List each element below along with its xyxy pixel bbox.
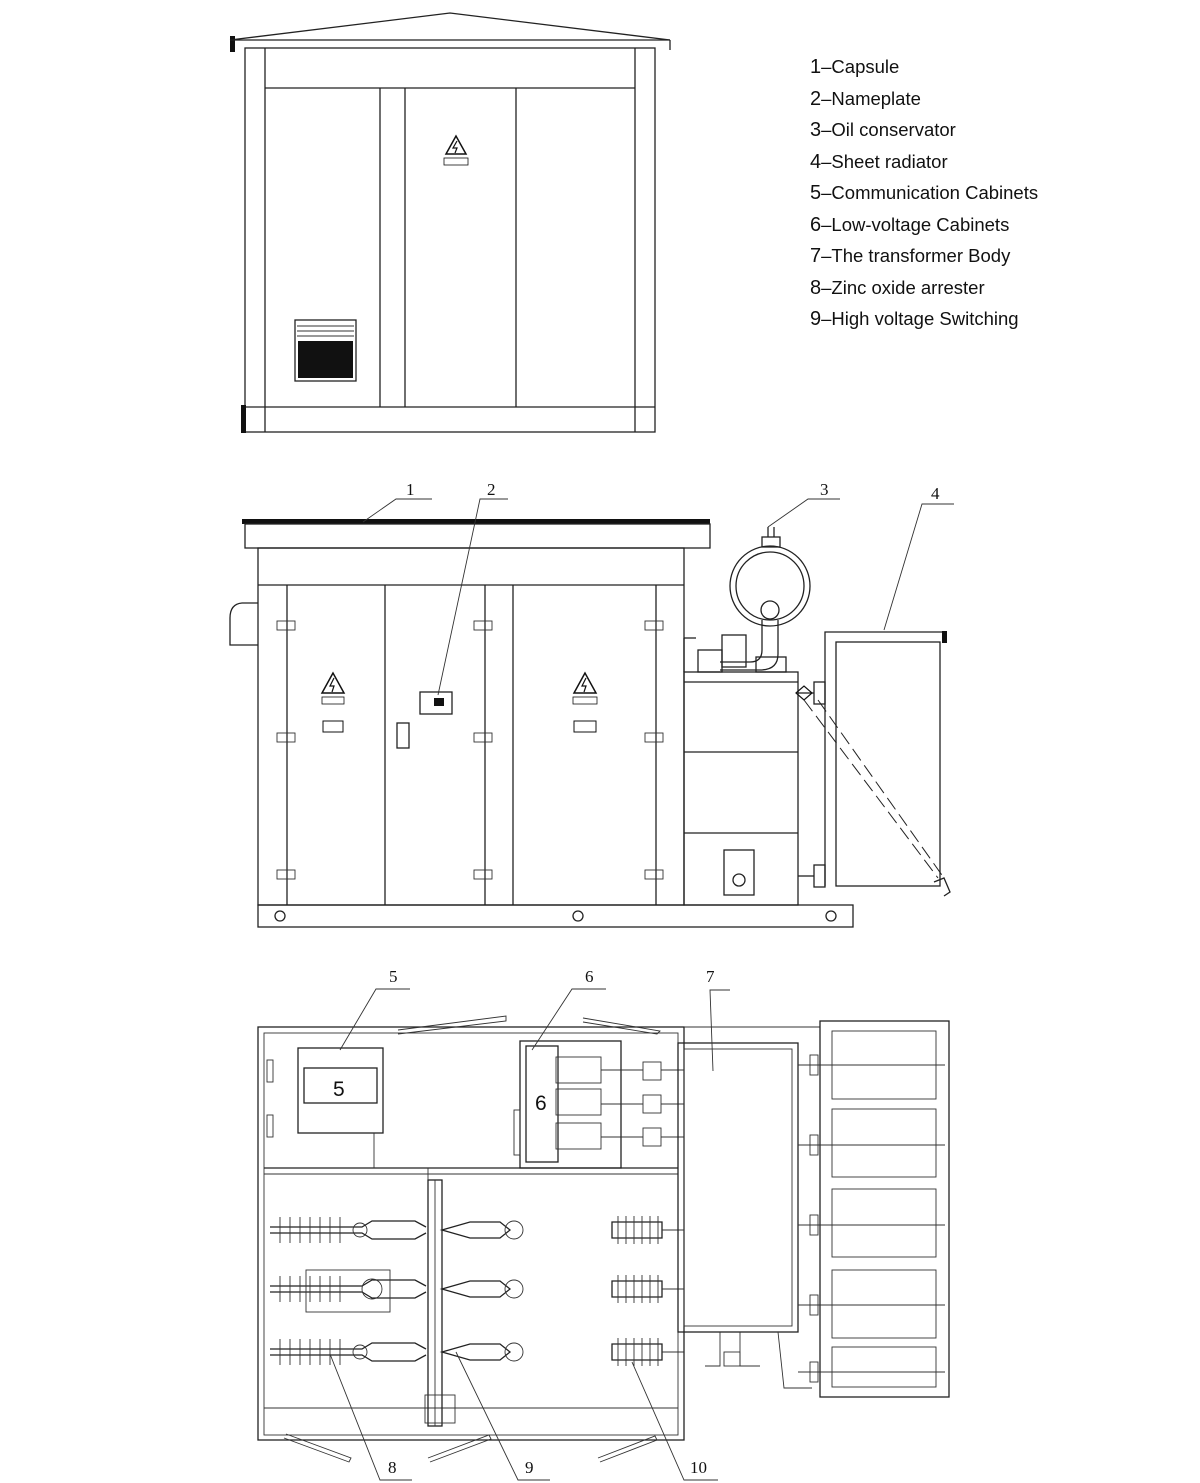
legend-item: 3–Oil conservator: [810, 119, 956, 141]
front-roof-tip-left: [230, 36, 235, 52]
side-view: [230, 519, 950, 927]
legend: [810, 56, 1038, 340]
callout-10: 10: [690, 1458, 707, 1477]
nameplate: [420, 692, 452, 714]
leader-4: [884, 504, 954, 630]
callout-1: 1: [406, 480, 415, 499]
leader-7: [710, 990, 730, 1071]
legend-item: 2–Nameplate: [810, 87, 921, 110]
callout-7: 7: [706, 967, 715, 986]
warning-sign-icon: [573, 673, 597, 732]
communication-cabinet: [267, 1048, 383, 1168]
callout-2: 2: [487, 480, 496, 499]
warning-sign-icon: [322, 673, 344, 732]
sheet-radiator: [796, 631, 950, 896]
legend-item: 9–High voltage Switching: [810, 308, 1019, 330]
legend-item: 1–Capsule: [810, 56, 900, 78]
warning-sign-icon: [444, 136, 468, 165]
door-hinges: [277, 621, 663, 879]
cabinet-5-label: 5: [333, 1078, 345, 1101]
leader-1: [363, 499, 432, 522]
side-hood: [230, 603, 258, 645]
legend-item: 6–Low-voltage Cabinets: [810, 213, 1010, 236]
front-view: [230, 13, 670, 433]
callout-9: 9: [525, 1458, 534, 1477]
front-vent-louver: [295, 320, 356, 381]
transformer-tank: [684, 638, 798, 905]
side-body: [258, 548, 684, 905]
legend-item: 8–Zinc oxide arrester: [810, 276, 985, 299]
door-handle: [397, 723, 409, 748]
oil-conservator: [698, 527, 810, 672]
hv-busbar: [425, 1168, 455, 1426]
legend-item: 5–Communication Cabinets: [810, 182, 1039, 204]
callout-5: 5: [389, 967, 398, 986]
leader-8: [330, 1354, 412, 1480]
arrester-row: [270, 1217, 426, 1365]
leader-2: [438, 499, 508, 695]
transformer-body: [678, 1027, 820, 1390]
front-roof: [230, 13, 670, 40]
callout-8: 8: [388, 1458, 397, 1477]
leader-9: [456, 1352, 550, 1480]
callout-6: 6: [585, 967, 594, 986]
plan-inner: [264, 1033, 678, 1435]
plan-radiator: [798, 1021, 949, 1397]
front-post-left: [241, 405, 246, 433]
hv-switch-row: [442, 1221, 523, 1361]
bushing-row: [612, 1216, 684, 1366]
legend-item: 4–Sheet radiator: [810, 150, 948, 173]
callout-4: 4: [931, 484, 940, 503]
plan-view: [258, 1016, 949, 1462]
side-base-frame: [258, 905, 853, 927]
leader-5: [340, 989, 410, 1050]
side-roof-band: [245, 524, 710, 548]
callout-leaders: [330, 499, 954, 1480]
legend-item: 7–The transformer Body: [810, 245, 1011, 267]
cabinet-6-label: 6: [535, 1092, 547, 1115]
leader-3: [768, 499, 840, 527]
callout-3: 3: [820, 480, 829, 499]
